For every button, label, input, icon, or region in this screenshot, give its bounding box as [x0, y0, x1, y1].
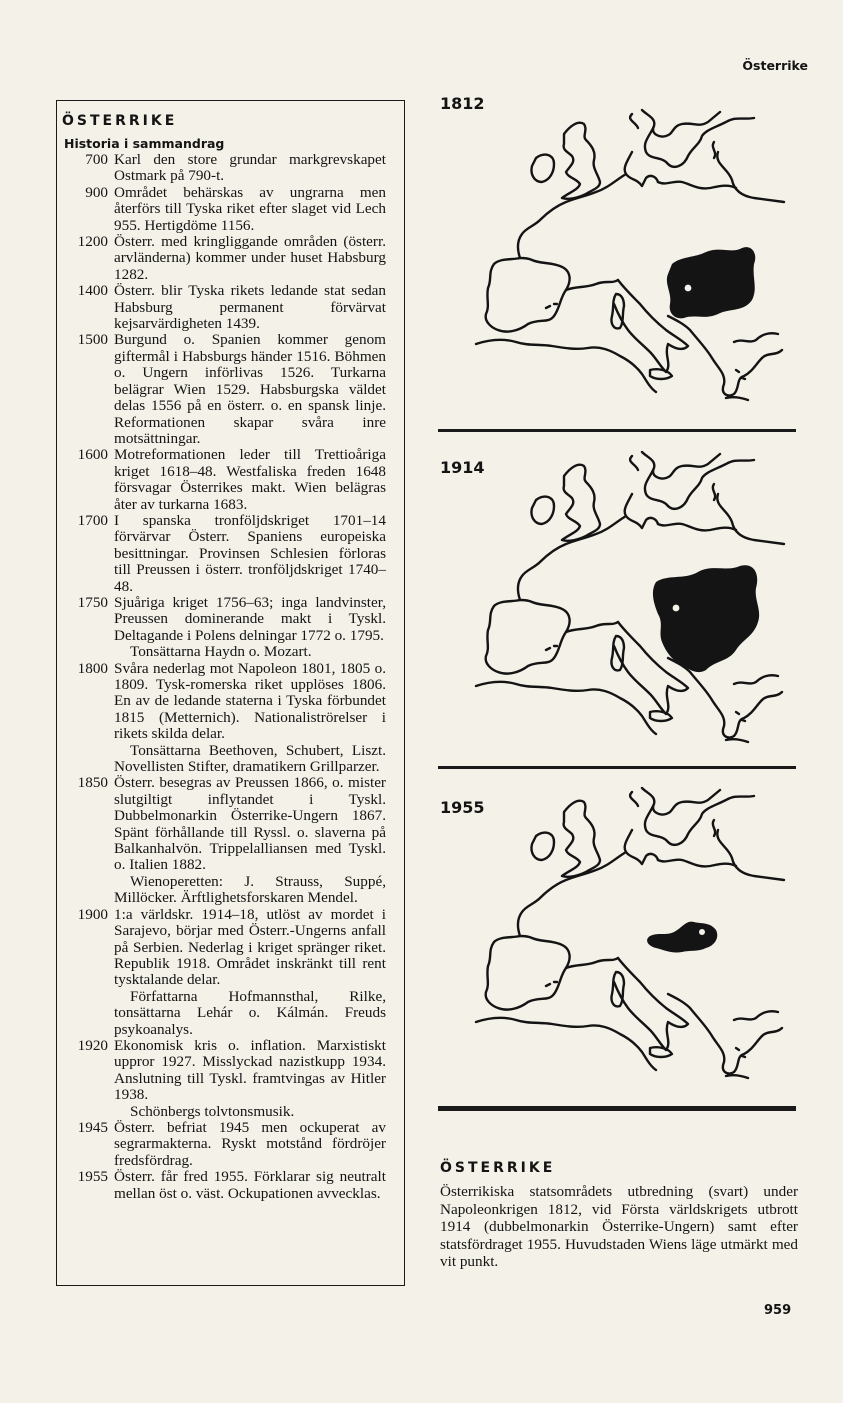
entry-year: 1600 — [77, 446, 108, 464]
entry-year: 1955 — [77, 1168, 108, 1186]
entry-year: 700 — [85, 151, 108, 168]
entry-year: 1900 — [77, 905, 108, 923]
entry-paragraph: Karl den store grundar markgrevskapet Ostmark på 790-t. — [114, 151, 386, 185]
entry-paragraph: Tonsättarna Beethoven, Schubert, Liszt. Novellisten Stifter, dramatikern Grillparzer. — [114, 741, 386, 776]
entry-paragraph: Wienoperetten: J. Strauss, Suppé, Millöcker. Ärftlighetsforskaren Mendel. — [114, 872, 386, 907]
entry-text — [114, 595, 386, 661]
entry-text — [114, 661, 386, 776]
entry-text — [114, 152, 386, 185]
box-subtitle: Historia i sammandrag — [64, 136, 225, 151]
vienna-dot-1914 — [673, 605, 680, 612]
history-entry-1850 — [57, 775, 404, 906]
history-entry-1800 — [57, 661, 404, 776]
entry-text — [114, 1169, 386, 1202]
entry-paragraph: Sjuåriga kriget 1756–63; inga landvinster, Preussen dominerande makt i Tyskl. Deltagande i Polens delningar 1772 o. 1795. — [114, 593, 386, 644]
entry-year: 1200 — [77, 233, 108, 251]
entry-paragraph: Motreformationen leder till Trettioåriga kriget 1618–48. Westfaliska freden 1648 försvagar Österrikes makt. Wien belägras åter av turkarna 1683. — [114, 446, 386, 513]
entry-year: 1500 — [77, 331, 108, 349]
entry-year: 1750 — [77, 593, 108, 611]
entry-text — [114, 447, 386, 513]
vienna-dot-1812 — [685, 285, 692, 292]
history-entry-900 — [57, 185, 404, 234]
entry-text — [114, 332, 386, 447]
box-title: ÖSTERRIKE — [62, 113, 178, 129]
entry-paragraph: Österr. får fred 1955. Förklarar sig neutralt mellan öst o. väst. Ockupationen avvecklas. — [114, 1168, 386, 1202]
entry-year: 1700 — [77, 511, 108, 529]
map-year-1812: 1812 — [440, 94, 485, 113]
entry-paragraph: Österr. blir Tyska rikets ledande stat sedan Habsburg permanent förvärvat kejsarvärdigheten 1439. — [114, 282, 386, 333]
entry-text — [114, 283, 386, 332]
entry-text — [114, 513, 386, 595]
history-entries — [57, 152, 404, 1202]
caption-text: Österrikiska statsområdets utbredning (svart) under Napoleonkrigen 1812, vid Första världskrigets utbrott 1914 (dubbelmonarkin Österrike-Ungern) samt efter statsfördraget 1955. Huvudstaden Wiens läge utmärkt med vit punkt. — [440, 1183, 798, 1271]
entry-text — [114, 1120, 386, 1169]
europe-outline-1955 — [476, 788, 784, 1078]
entry-paragraph: 1:a världskr. 1914–18, utlöst av mordet i Sarajevo, börjar med Österr.-Ungerns anfall på Serbien. Nederlag i kriget spränger riket. Republik 1918. Området inskränkt till rent tysktalande delar. — [114, 905, 386, 989]
entry-text — [114, 1038, 386, 1120]
history-entry-1900 — [57, 907, 404, 1038]
entry-paragraph: Författarna Hofmannsthal, Rilke, tonsättarna Lehár o. Kálmán. Freuds psykoanalys. — [114, 987, 386, 1038]
vienna-dot-1955 — [699, 929, 705, 935]
history-entry-1955 — [57, 1169, 404, 1202]
map-year-1955: 1955 — [440, 798, 485, 817]
map-1955 — [436, 771, 796, 1101]
history-entry-1600 — [57, 447, 404, 513]
history-entry-1400 — [57, 283, 404, 332]
map-1914 — [436, 434, 796, 766]
running-header: Österrike — [742, 58, 808, 73]
history-box — [56, 100, 405, 1286]
map-divider-2 — [438, 766, 796, 769]
entry-year: 900 — [85, 183, 108, 201]
entry-paragraph: Österr. befriat 1945 men ockuperat av segrarmakterna. Ryskt motstånd fördröjer fredsfördrag. — [114, 1118, 386, 1169]
austria-territory-1812 — [667, 247, 755, 318]
entry-paragraph: Svåra nederlag mot Napoleon 1801, 1805 o. 1809. Tysk-romerska riket upplöses 1806. En av de ledande staterna i Tyska förbundet 1815 (Metternich). Nationaliströrelser i rikets skilda delar. — [114, 659, 386, 743]
entry-paragraph: Österr. besegras av Preussen 1866, o. mister slutgiltigt inflytandet i Tyskl. Dubbelmonarkin Österrike-Ungern 1867. Spänt förhållande till Ryssl. o. slaverna på Balkanhalvön. Trippelalliansen med Tyskl. o. Italien 1882. — [114, 774, 386, 874]
entry-paragraph: Österr. med kringliggande områden (österr. arvländerna) kommer under huset Habsburg 1282. — [114, 233, 386, 283]
entry-paragraph: Ekonomisk kris o. inflation. Marxistiskt uppror 1927. Misslyckad nazistkupp 1934. Anslutning till Tyskl. framtvingas av Hitler 1938. — [114, 1036, 386, 1104]
austria-territory-1914 — [653, 565, 759, 672]
entry-year: 1800 — [77, 659, 108, 677]
history-entry-1920 — [57, 1038, 404, 1120]
map-year-1914: 1914 — [440, 458, 485, 477]
history-entry-1945 — [57, 1120, 404, 1169]
history-entry-1500 — [57, 332, 404, 447]
entry-paragraph: Tonsättarna Haydn o. Mozart. — [130, 643, 312, 661]
caption-title: ÖSTERRIKE — [440, 1160, 556, 1176]
austria-territory-1955 — [647, 922, 717, 953]
map-divider-1 — [438, 429, 796, 432]
entry-year: 1945 — [77, 1118, 108, 1136]
entry-paragraph: Schönbergs tolvtonsmusik. — [130, 1102, 295, 1120]
entry-paragraph: Burgund o. Spanien kommer genom giftermål i Habsburgs händer 1516. Böhmen o. Ungern införlivas 1526. Turkarna belägrar Wien 1529. Habsburgska väldet delas 1556 på en österr. o. en spansk linje. Reformationen skapar svåra inre motsättningar. — [114, 331, 386, 447]
entry-year: 1400 — [77, 282, 108, 300]
history-entry-1200 — [57, 234, 404, 283]
entry-text — [114, 185, 386, 234]
history-entry-1700 — [57, 513, 404, 595]
entry-text — [114, 907, 386, 1038]
map-bottom-rule — [438, 1106, 796, 1111]
map-1812 — [436, 92, 796, 424]
entry-paragraph: I spanska tronföljdskriget 1701–14 förvärvar Österr. Spaniens europeiska besittningar. Provinsen Schlesien förloras till Preussen i österr. tronföljdskriget 1740–48. — [114, 511, 386, 595]
entry-text — [114, 775, 386, 906]
entry-text — [114, 234, 386, 283]
entry-year: 1920 — [77, 1036, 108, 1054]
history-entry-700 — [57, 152, 404, 185]
entry-year: 1850 — [77, 774, 108, 792]
entry-paragraph: Området behärskas av ungrarna men återförs till Tyska riket efter slaget vid Lech 955. Hertigdöme 1156. — [114, 183, 386, 234]
page-number: 959 — [764, 1303, 792, 1318]
history-entry-1750 — [57, 595, 404, 661]
